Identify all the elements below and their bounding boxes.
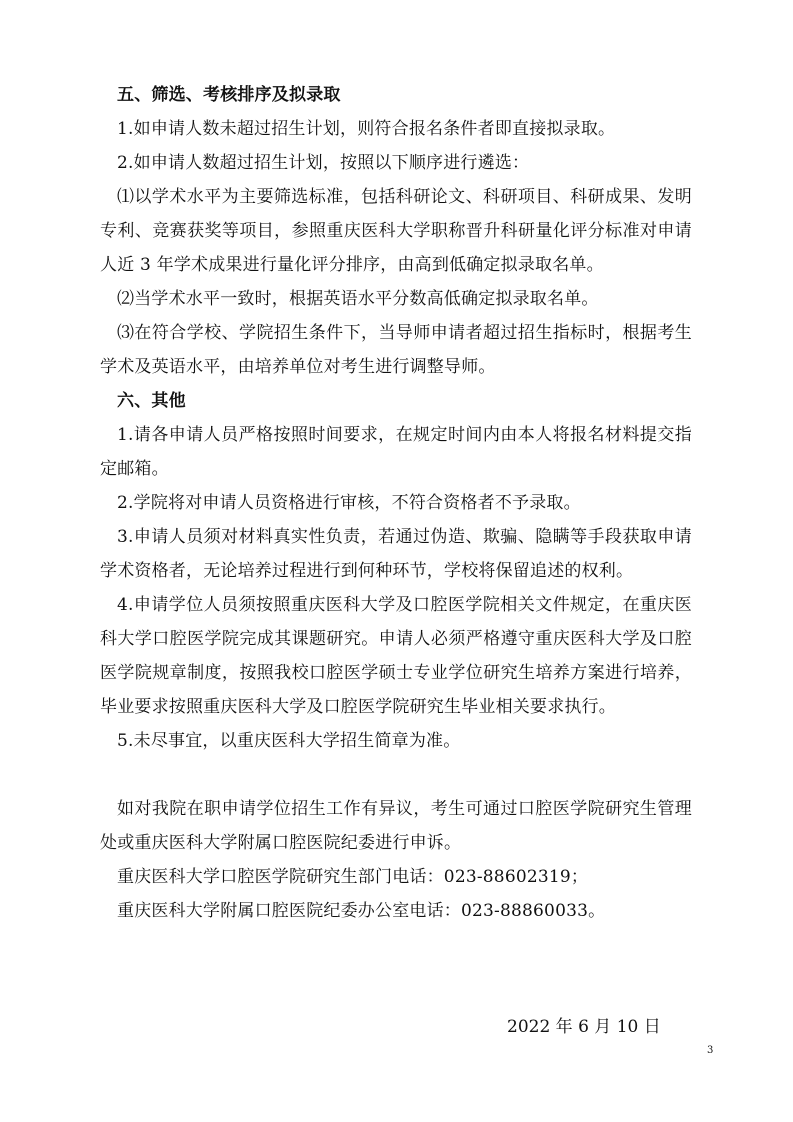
contact-phone-discipline-office: 重庆医科大学附属口腔医院纪委办公室电话：023-88860033。 bbox=[117, 901, 606, 921]
page-number: 3 bbox=[707, 1045, 714, 1056]
paragraph-5-2: 2.如申请人数超过招生计划，按照以下顺序进行遴选： bbox=[117, 153, 530, 173]
section-heading-other: 六、其他 bbox=[117, 391, 186, 411]
paragraph-6-2: 2.学院将对申请人员资格进行审核，不符合资格者不予录取。 bbox=[117, 493, 581, 513]
paragraph-6-3: 3.申请人员须对材料真实性负责，若通过伪造、欺骗、隐瞒等手段获取申请学术资格者，无论培养过程进行到何种环节，学校将保留追述的权利。 bbox=[100, 527, 692, 581]
contact-phone-graduate-office: 重庆医科大学口腔医学院研究生部门电话：023-88602319； bbox=[117, 867, 589, 887]
paragraph-5-2-2: ⑵当学术水平一致时，根据英语水平分数高低确定拟录取名单。 bbox=[117, 289, 599, 309]
paragraph-6-1: 1.请各申请人员严格按照时间要求，在规定时间内由本人将报名材料提交指定邮箱。 bbox=[100, 425, 692, 479]
appeal-paragraph: 如对我院在职申请学位招生工作有异议，考生可通过口腔医学院研究生管理处或重庆医科大学附属口腔医院纪委进行申诉。 bbox=[100, 799, 692, 853]
paragraph-6-5: 5.未尽事宜，以重庆医科大学招生简章为准。 bbox=[117, 731, 461, 751]
paragraph-5-1: 1.如申请人数未超过招生计划，则符合报名条件者即直接拟录取。 bbox=[117, 119, 616, 139]
blank-line bbox=[100, 758, 692, 792]
section-heading-screening: 五、筛选、考核排序及拟录取 bbox=[117, 85, 341, 105]
paragraph-5-2-1: ⑴以学术水平为主要筛选标准，包括科研论文、科研项目、科研成果、发明专利、竞赛获奖等项目，参照重庆医科大学职称晋升科研量化评分标准对申请人近 3 年学术成果进行量化评分排序，由高到低确定拟录取名单。 bbox=[100, 187, 692, 275]
paragraph-5-2-3: ⑶在符合学校、学院招生条件下，当导师申请者超过招生指标时，根据考生学术及英语水平，由培养单位对考生进行调整导师。 bbox=[100, 323, 692, 377]
document-date: 2022 年 6 月 10 日 bbox=[507, 1017, 661, 1037]
document-body bbox=[100, 78, 692, 928]
paragraph-6-4: 4.申请学位人员须按照重庆医科大学及口腔医学院相关文件规定，在重庆医科大学口腔医学院完成其课题研究。申请人必须严格遵守重庆医科大学及口腔医学院规章制度，按照我校口腔医学硕士专业学位研究生培养方案进行培养，毕业要求按照重庆医科大学及口腔医学院研究生毕业相关要求执行。 bbox=[100, 595, 692, 717]
